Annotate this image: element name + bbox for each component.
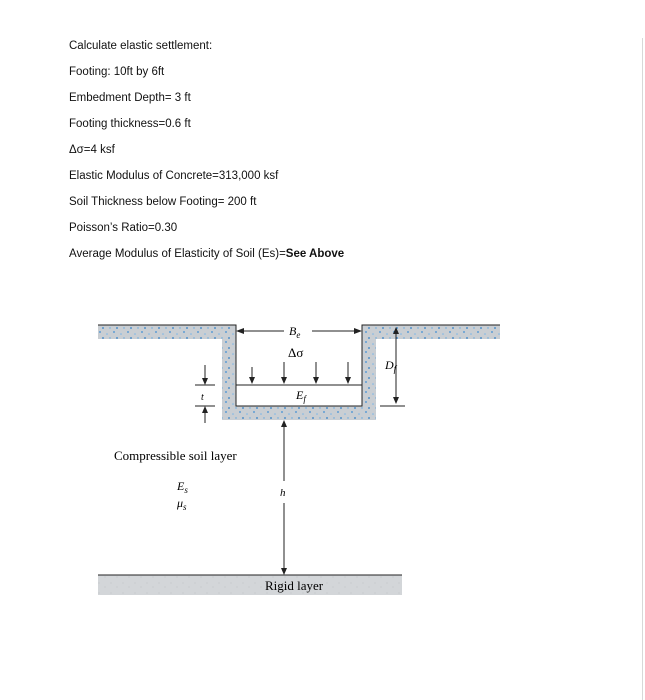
- ef-label: $E_f$: [296, 388, 306, 404]
- mu-s-label: $\mu_s$: [177, 496, 187, 512]
- soil-below-footing: [222, 406, 376, 420]
- average-modulus-label: Average Modulus of Elasticity of Soil (Es)=: [69, 248, 286, 260]
- excavation-wall-left: [222, 325, 236, 420]
- t-dimension: [195, 365, 215, 423]
- problem-heading: Calculate elastic settlement:: [69, 40, 213, 52]
- soil-thickness: Soil Thickness below Footing= 200 ft: [69, 196, 257, 208]
- rigid-layer: [98, 575, 402, 595]
- be-label: $B_e$: [289, 324, 301, 340]
- concrete-modulus: Elastic Modulus of Concrete=313,000 ksf: [69, 170, 279, 182]
- excavation-wall-right: [362, 325, 376, 420]
- h-label: h: [280, 487, 286, 499]
- ground-surface-left: [98, 325, 236, 339]
- delta-sigma-label: Δσ: [288, 345, 304, 360]
- load-arrows: [249, 362, 351, 384]
- footing-thickness: Footing thickness=0.6 ft: [69, 118, 191, 130]
- delta-sigma-value: Δσ=4 ksf: [69, 144, 115, 156]
- t-label: t: [201, 392, 204, 403]
- es-label: $E_s$: [177, 479, 188, 495]
- poisson-ratio: Poisson’s Ratio=0.30: [69, 222, 178, 234]
- compressible-layer-label: Compressible soil layer: [114, 448, 237, 463]
- embedment-depth: Embedment Depth= 3 ft: [69, 92, 191, 104]
- df-label: $D_f$: [385, 358, 397, 374]
- see-above-note: See Above: [285, 248, 345, 260]
- ground-surface-right: [362, 325, 500, 339]
- footing-size: Footing: 10ft by 6ft: [69, 66, 165, 78]
- rigid-layer-label: Rigid layer: [265, 578, 324, 593]
